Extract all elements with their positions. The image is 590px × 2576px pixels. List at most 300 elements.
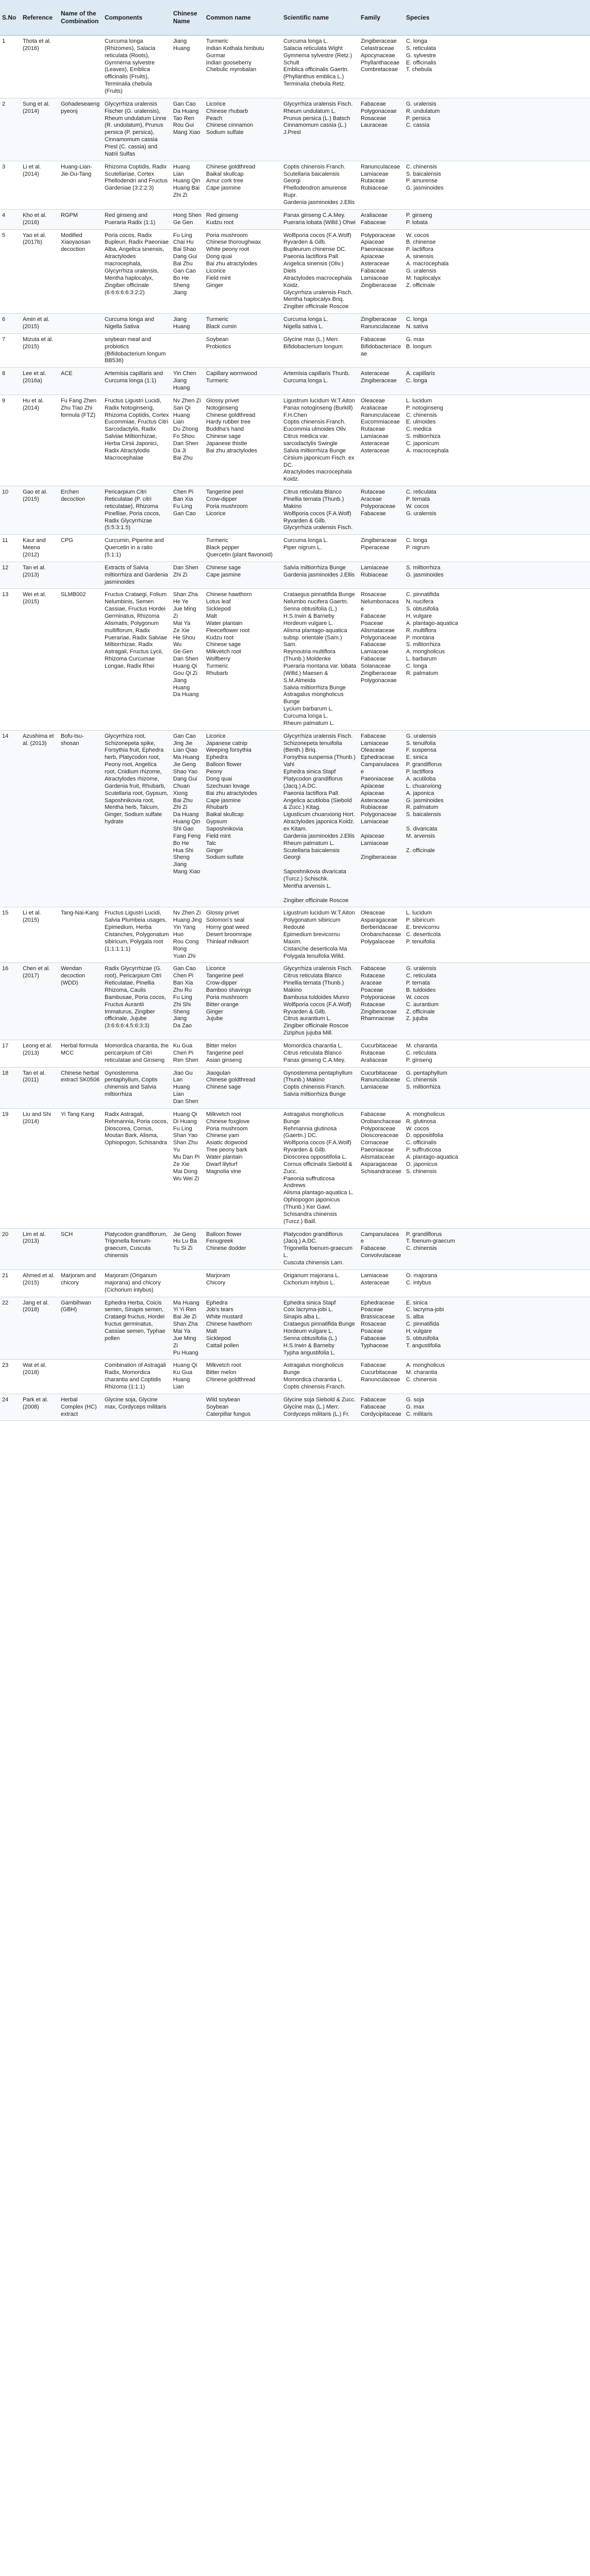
cell-extra-1	[469, 1269, 513, 1297]
cell-components: Marjoram (Origanum majorana) and chicory (Cichorium intybus)	[103, 1269, 171, 1297]
cell-family: Fabaceae Bifidobacteriaceae	[359, 333, 404, 367]
cell-species: S. miltiorrhiza G. jasminoides	[404, 562, 469, 589]
cell-chinese-name	[171, 1269, 204, 1297]
cell-sno: 24	[0, 1394, 21, 1421]
table-row	[0, 1067, 590, 1108]
cell-family: Zingiberaceae Piperaceae	[359, 535, 404, 562]
cell-reference: Ahmed et al. (2015)	[21, 1269, 59, 1297]
cell-extra-1	[469, 730, 513, 907]
cell-combination-name: SCH	[59, 1228, 103, 1269]
table-header-row	[0, 0, 590, 36]
cell-family: Zingiberaceae Ranunculaceae	[359, 314, 404, 334]
cell-family: Oleaceae Araliaceae Ranunculaceae Eucommiaceae Rutaceae Lamiaceae Asteraceae Asteraceae	[359, 395, 404, 486]
cell-extra-1	[469, 1360, 513, 1394]
cell-chinese-name: Yin Chen Jiang Huang	[171, 368, 204, 395]
cell-species: G. pentaphyllum C. chinensis S. miltiorrhiza	[404, 1067, 469, 1108]
cell-reference: Tan et al. (2013)	[21, 562, 59, 589]
cell-common-name: Capillary wormwood Turmeric	[204, 368, 281, 395]
cell-extra-2	[513, 36, 590, 98]
cell-family: Asteraceae Zingiberaceae	[359, 368, 404, 395]
cell-components: Glycyrrhiza uralensis Fischer (G. uralensis), Rheum undulatum Linne (R. undulatum), Prunus persica (P. persica), Cinnamomum cassia Presl (C. cassia) and Natrii Sulfas	[103, 98, 171, 161]
cell-species: C. pinnatifida N. nucifera S. obtusifolia H. vulgare A. plantago-aquatica R. multiflora P. montana S. miltiorrhiza A. mongholicus L. barbarum C. longa R. palmatum	[404, 589, 469, 730]
cell-chinese-name: Nv Zhen Zi San Qi Huang Lian Du Zhong Fo Shou Dan Shen Da Ji Bai Zhu	[171, 395, 204, 486]
cell-scientific-name: Ephedra sinica Stapf Coix lacryma-jobi L. Sinapis alba L. Crataegus pinnatifida Bunge Hordeum vulgare L. Senna obtusifolia (L.) H.S.Irwin & Barneby Typha angustifolia L.	[281, 1297, 359, 1360]
cell-combination-name: Bofu-tsu-shosan	[59, 730, 103, 907]
cell-extra-1	[469, 1040, 513, 1067]
cell-extra-2	[513, 161, 590, 209]
cell-components: Momordica charantia, the pericarpium of Citri reticulatae and Ginseng	[103, 1040, 171, 1067]
cell-common-name: Milkvetch root Chinese foxglove Poria mushroom Chinese yam Asiatic dogwood Tree peony bark Water plantain Dwarf lilyturf Magnolia vine	[204, 1108, 281, 1228]
cell-reference: Amin et al. (2015)	[21, 314, 59, 334]
cell-species: G. uralensis S. tenuifolia F. suspensa E. sinica P. grandiflorus P. lactiflora A. acutiloba L. chuanxiong A. japonica G. jasminoides R. palmatum S. baicalensis S. divaricata M. arvensis Z. officinale	[404, 730, 469, 907]
header-extra-2	[513, 0, 590, 36]
cell-common-name: Chinese sage Cape jasmine	[204, 562, 281, 589]
cell-combination-name: Gohadeseaengpyeonj	[59, 98, 103, 161]
cell-common-name: Soybean Probiotics	[204, 333, 281, 367]
cell-species: A. mongholicus M. charantia C. chinensis	[404, 1360, 469, 1394]
cell-extra-2	[513, 1040, 590, 1067]
cell-extra-2	[513, 1360, 590, 1394]
cell-scientific-name: Curcuma longa L. Salacia reticulata Wight Gymnema sylvestre (Retz.) Schult Emblica officinalis Gaertn. (Phyllanthus emblica L.) Terminalia chebula Retz.	[281, 36, 359, 98]
cell-combination-name: Marjoram and chicory	[59, 1269, 103, 1297]
cell-reference: Sung et al. (2014)	[21, 98, 59, 161]
header-family: Family	[359, 0, 404, 36]
cell-reference: Azushima et al. (2013)	[21, 730, 59, 907]
cell-common-name: Red ginseng Kudzu root	[204, 209, 281, 229]
cell-extra-1	[469, 161, 513, 209]
cell-family: Fabaceae Orobanchaceae Polyporaceae Dioscoreaceae Cornaceae Paeoniaceae Alismataceae Asparagaceae Schisandraceae	[359, 1108, 404, 1228]
cell-extra-1	[469, 535, 513, 562]
cell-extra-2	[513, 1394, 590, 1421]
cell-components: Curcuma longa (Rhizomes), Salacia reticulata (Roots), Gymnema sylvestre (Leaves), Emblica officinalis (Fruits), Terminalia chebula (Fruits)	[103, 36, 171, 98]
cell-common-name: Licorice Chinese rhubarb Peach Chinese cinnamon Sodium sulfate	[204, 98, 281, 161]
cell-components: Fructus Ligustri Lucidi, Radix Notoginseng, Rhizoma Coptidis, Cortex Eucommiae, Fructus Citri Sarcodactylis, Radix Salviae Miltiorrhizae, Herba Cirsii Japonici, Radix Atractylodis Macrocephalae	[103, 395, 171, 486]
cell-species: O. majorana C. intybus	[404, 1269, 469, 1297]
cell-family: Oleaceae Asparagaceae Berberidaceae Orobanchaceae Polygalaceae	[359, 907, 404, 963]
cell-family: Fabaceae Lamiaceae Oleaceae Ephedraceae Campanulaceae Paeoniaceae Apiaceae Apiaceae Asteraceae Rubiaceae Polygonaceae Lamiaceae Apiaceae Lamiaceae Zingiberaceae	[359, 730, 404, 907]
cell-family: Rutaceae Araceae Polyporaceae Fabaceae	[359, 486, 404, 535]
cell-components: Pericarpium Citri Reticulatae (P. citri reticulatae), Rhizoma Pinelliae, Poria cocos, Radix Glycyrrhizae (5:5:3:1.5)	[103, 486, 171, 535]
cell-combination-name	[59, 333, 103, 367]
cell-extra-2	[513, 333, 590, 367]
cell-extra-1	[469, 209, 513, 229]
cell-components: Radix Astragali, Rehmannia, Poria cocos, Dioscorea, Cornus, Moutan Bark, Alisma, Ophiopogon, Schisandra	[103, 1108, 171, 1228]
cell-sno: 23	[0, 1360, 21, 1394]
cell-sno: 17	[0, 1040, 21, 1067]
cell-common-name: Glossy privet Solomon's seal Horny goat weed Desert broomrape Thinleaf milkwort	[204, 907, 281, 963]
cell-extra-2	[513, 368, 590, 395]
table-row	[0, 730, 590, 907]
cell-common-name: Wild soybean Soybean Caterpillar fungus	[204, 1394, 281, 1421]
cell-sno: 8	[0, 368, 21, 395]
cell-chinese-name: Gan Cao Chen Pi Ban Xia Zhu Ru Fu Ling Zhi Shi Sheng Jiang Da Zao	[171, 963, 204, 1040]
cell-extra-2	[513, 229, 590, 313]
cell-extra-2	[513, 486, 590, 535]
cell-sno: 16	[0, 963, 21, 1040]
cell-scientific-name: Panax ginseng C.A.Mey. Pueraria lobata (Willd.) Ohwi	[281, 209, 359, 229]
cell-sno: 14	[0, 730, 21, 907]
cell-reference: Wei et al. (2015)	[21, 589, 59, 730]
cell-combination-name: Erchen decoction	[59, 486, 103, 535]
cell-family: Cucurbitaceae Ranunculaceae Lamiaceae	[359, 1067, 404, 1108]
cell-reference: Li et al. (2014)	[21, 161, 59, 209]
cell-family: Ranunculaceae Lamiaceae Rutaceae Rubiaceae	[359, 161, 404, 209]
cell-species: G. max B. longum	[404, 333, 469, 367]
cell-extra-2	[513, 1108, 590, 1228]
header-species: Species	[404, 0, 469, 36]
cell-extra-1	[469, 36, 513, 98]
cell-combination-name: Huang-Lian-Jie-Du-Tang	[59, 161, 103, 209]
cell-reference: Lim et al. (2013)	[21, 1228, 59, 1269]
cell-common-name: Balloon flower Fenugreek Chinese dodder	[204, 1228, 281, 1269]
cell-combination-name: SLMB002	[59, 589, 103, 730]
cell-reference: Wat et al. (2018)	[21, 1360, 59, 1394]
cell-combination-name: Herbal formula MCC	[59, 1040, 103, 1067]
table-row	[0, 589, 590, 730]
cell-extra-2	[513, 1067, 590, 1108]
cell-extra-2	[513, 907, 590, 963]
cell-species: E. sinica C. lacryma-jobi S. alba C. pinnatifida H. vulgare S. obtusifolia T. angustifolia	[404, 1297, 469, 1360]
cell-chinese-name	[171, 333, 204, 367]
cell-sno: 20	[0, 1228, 21, 1269]
cell-species: G. uralensis C. reticulata P. ternata B. tuldoides W. cocos C. aurantium Z. officinale Z. jujuba	[404, 963, 469, 1040]
cell-combination-name: Yi Tang Kang	[59, 1108, 103, 1228]
cell-species: P. ginseng P. lobata	[404, 209, 469, 229]
cell-combination-name: RGPM	[59, 209, 103, 229]
header-reference: Reference	[21, 0, 59, 36]
cell-reference: Tan et al. (2011)	[21, 1067, 59, 1108]
cell-sno: 1	[0, 36, 21, 98]
cell-chinese-name: Nv Zhen Zi Huang Jing Yin Yang Huo Rou Cong Rong Yuan Zhi	[171, 907, 204, 963]
cell-extra-1	[469, 395, 513, 486]
cell-chinese-name: Huang Qi Di Huang Fu Ling Shan Yao Shan Zhu Yu Mu Dan Pi Ze Xie Mai Dong Wu Wei Zi	[171, 1108, 204, 1228]
cell-common-name: Chinese goldthread Baikal skullcap Amur cork tree Cape jasmine	[204, 161, 281, 209]
cell-scientific-name: Origanum majorana L. Cichorium intybus L.	[281, 1269, 359, 1297]
cell-extra-1	[469, 589, 513, 730]
cell-components: Fructus Crataegi, Folium Nelumbinis, Semen Cassiae, Fructus Hordei Germinatus, Rhizoma Alismatis, Polygonum multiflorum, Radix Puerariae, Radix Salviae Miltiorrhizae, Radix Astragali, Fructus Lycii, Rhizoma Curcumae Longae, Radix Rhei	[103, 589, 171, 730]
cell-chinese-name: Huang Lian Huang Qin Huang Bai Zhi Zi	[171, 161, 204, 209]
cell-chinese-name: Dan Shen Zhi Zi	[171, 562, 204, 589]
cell-components: Red ginseng and Pueraria Radix (1:1)	[103, 209, 171, 229]
cell-combination-name: Chinese herbal extract SK0506	[59, 1067, 103, 1108]
cell-extra-1	[469, 486, 513, 535]
cell-extra-1	[469, 314, 513, 334]
cell-components: Platycodon grandiflorum, Trigonella foenum-graecum, Cuscuta chinensis	[103, 1228, 171, 1269]
table-row	[0, 161, 590, 209]
cell-family: Fabaceae Rutaceae Araceae Poaceae Polyporaceae Rutaceae Zingiberaceae Rhamnaceae	[359, 963, 404, 1040]
cell-chinese-name	[171, 1394, 204, 1421]
cell-common-name: Milkvetch root Bitter melon Chinese goldthread	[204, 1360, 281, 1394]
cell-family: Ephedraceae Poaceae Brassicaceae Rosaceae Poaceae Fabaceae Typhaceae	[359, 1297, 404, 1360]
cell-chinese-name: Gan Cao Jing Jie Lian Qiao Ma Huang Jie Geng Shao Yao Dang Gui Chuan Xiong Bai Zhu Zhi Zi Da Huang Huang Qin Shi Gao Fang Feng Bo He Hua Shi Sheng Jiang Mang Xiao	[171, 730, 204, 907]
cell-combination-name: Gambihwan (GBH)	[59, 1297, 103, 1360]
cell-combination-name: Modified Xiaoyaosan decoction	[59, 229, 103, 313]
cell-sno: 4	[0, 209, 21, 229]
table-row	[0, 314, 590, 334]
table-row	[0, 229, 590, 313]
cell-combination-name	[59, 36, 103, 98]
cell-extra-1	[469, 562, 513, 589]
cell-sno: 12	[0, 562, 21, 589]
header-extra-1	[469, 0, 513, 36]
cell-components: Combination of Astragali Radix, Momordica charantia and Coptidis Rhizoma (1:1:1)	[103, 1360, 171, 1394]
cell-extra-1	[469, 1394, 513, 1421]
cell-scientific-name: Salvia miltiorrhiza Bunge Gardenia jasminoides J.Ellis	[281, 562, 359, 589]
cell-reference: Park et al. (2008)	[21, 1394, 59, 1421]
cell-scientific-name: Ligustrum lucidum W.T.Aiton Panax notoginseng (Burkill) F.H.Chen Coptis chinensis Franch. Eucommia ulmoides Oliv. Citrus medica var. sarcodactylis Swingle Salvia miltiorrhiza Bunge Cirsium japonicum Fisch. ex DC. Atractylodes macrocephala Koidz.	[281, 395, 359, 486]
cell-sno: 9	[0, 395, 21, 486]
cell-extra-1	[469, 368, 513, 395]
table-row	[0, 486, 590, 535]
cell-extra-2	[513, 963, 590, 1040]
cell-reference: Jang et al. (2018)	[21, 1297, 59, 1360]
cell-components: Gynostemma pentaphyllum, Coptis chinensis and Salvia miltiorrhiza	[103, 1067, 171, 1108]
cell-family: Polyporaceae Apiaceae Paeoniaceae Apiaceae Asteraceae Fabaceae Lamiaceae Zingiberaceae	[359, 229, 404, 313]
cell-chinese-name: Huang Qi Ku Gua Huang Lian	[171, 1360, 204, 1394]
cell-family: Campanulaceae Fabaceae Convolvulaceae	[359, 1228, 404, 1269]
cell-species: C. reticulata P. ternata W. cocos G. uralensis	[404, 486, 469, 535]
cell-species: C. longa S. reticulata G. sylvestre E. officinalis T. chebula	[404, 36, 469, 98]
cell-sno: 11	[0, 535, 21, 562]
cell-species: C. longa P. nigrum	[404, 535, 469, 562]
cell-components: Artemisia capillaris and Curcuma longa (1:1)	[103, 368, 171, 395]
cell-scientific-name: Momordica charantia L. Citrus reticulata Blanco Panax ginseng C.A.Mey.	[281, 1040, 359, 1067]
table-row	[0, 562, 590, 589]
cell-extra-2	[513, 209, 590, 229]
cell-family: Lamiaceae Rubiaceae	[359, 562, 404, 589]
cell-sno: 19	[0, 1108, 21, 1228]
table-row	[0, 1108, 590, 1228]
cell-reference: Hu et al. (2014)	[21, 395, 59, 486]
table-row	[0, 333, 590, 367]
cell-chinese-name: Ku Gua Chen Pi Ren Shen	[171, 1040, 204, 1067]
table-row	[0, 98, 590, 161]
cell-common-name: Marjoram Chicory	[204, 1269, 281, 1297]
cell-family: Fabaceae Cucurbitaceae Ranunculaceae	[359, 1360, 404, 1394]
cell-chinese-name: Jiang Huang	[171, 314, 204, 334]
table-row	[0, 1394, 590, 1421]
cell-common-name: Bitter melon Tangerine peel Asian ginseng	[204, 1040, 281, 1067]
cell-species: P. grandiflorus T. foenum-graecum C. chinensis	[404, 1228, 469, 1269]
cell-reference: Kho et al. (2016)	[21, 209, 59, 229]
cell-common-name: Chinese hawthorn Lotus leaf Sicklepod Malt Water plantain Fleeceflower root Kudzu root Chinese sage Milkvetch root Wolfberry Turmeric Rhubarb	[204, 589, 281, 730]
cell-extra-2	[513, 1297, 590, 1360]
header-combination-name: Name of the Combination	[59, 0, 103, 36]
cell-scientific-name: Astragalus mongholicus Bunge Momordica charantia L. Coptis chinensis Franch.	[281, 1360, 359, 1394]
cell-species: L. lucidum P. sibiricum E. brevicornu C. deserticola P. tenuifolia	[404, 907, 469, 963]
cell-reference: Li et al. (2015)	[21, 907, 59, 963]
cell-extra-2	[513, 98, 590, 161]
table-row	[0, 963, 590, 1040]
cell-species: L. lucidum P. notoginseng C. chinensis E. ulmoides C. medica S. miltiorrhiza C. japonicum A. macrocephala	[404, 395, 469, 486]
cell-family: Cucurbitaceae Rutaceae Araliaceae	[359, 1040, 404, 1067]
cell-species: C. longa N. sativa	[404, 314, 469, 334]
cell-components: Glycyrrhiza root, Schizonepeta spike, Forsythia fruit, Ephedra herb, Platycodon root, Peony root, Angelica root, Cnidium rhizome, Atractylodes rhizome, Gardenia fruit, Rhubarb, Scutellaria root, Gypsum, Saposhnikovia root, Mentha herb, Talcum, Ginger, Sodium sulfate hydrate	[103, 730, 171, 907]
table-row	[0, 36, 590, 98]
cell-scientific-name: Astragalus mongholicus Bunge Rehmannia glutinosa (Gaertn.) DC. Wolfiporia cocos (F.A.Wolf) Ryvarden & Gilb. Dioscorea oppositifolia L. Cornus officinalis Siebold & Zucc. Paeonia suffruticosa Andrews Alisma plantago-aquatica L. Ophiopogon japonicus (Thunb.) Ker Gawl. Schisandra chinensis (Turcz.) Baill.	[281, 1108, 359, 1228]
cell-extra-2	[513, 589, 590, 730]
cell-chinese-name	[171, 535, 204, 562]
cell-combination-name: Wendan decoction (WDD)	[59, 963, 103, 1040]
cell-extra-2	[513, 535, 590, 562]
cell-scientific-name: Glycine soja Siebold & Zucc. Glycine max (L.) Merr. Cordyceps militaris (L.) Fr.	[281, 1394, 359, 1421]
cell-scientific-name: Coptis chinensis Franch. Scutellaria baicalensis Georgi Phellodendron amurense Rupr. Gardenia jasminoides J.Ellis	[281, 161, 359, 209]
cell-combination-name: ACE	[59, 368, 103, 395]
cell-scientific-name: Wolfiporia cocos (F.A.Wolf) Ryvarden & Gilb. Bupleurum chinense DC. Paeonia lactiflora Pall. Angelica sinensis (Oliv.) Diels Atractylodes macrocephala Koidz. Glycyrrhiza uralensis Fisch. Mentha haplocalyx Briq. Zingiber officinale Roscoe	[281, 229, 359, 313]
cell-components: Radix Glycyrrhizae (G. root), Pericarpium Citri Reticulatae, Pinellia Rhizoma, Caulis Bambusae, Poria cocos, Fructus Aurantii Immaturus, Zingiber officinale, Jujube (3:6:6:6:4.5:6:3:3)	[103, 963, 171, 1040]
cell-combination-name: Fu Fang Zhen Zhu Tiao Zhi formula (FTZ)	[59, 395, 103, 486]
cell-reference: Lee et al. (2016a)	[21, 368, 59, 395]
cell-extra-1	[469, 1067, 513, 1108]
cell-components: Fructus Ligustri Lucidi, Salvia Plumbeia usages, Epimedium, Herba Cistanches, Polygonatum sibiricum, Polygala root (1:1:1:1:1)	[103, 907, 171, 963]
cell-extra-2	[513, 1269, 590, 1297]
cell-extra-1	[469, 1297, 513, 1360]
cell-components: Extracts of Salvia miltiorrhiza and Gardenia jasminoides	[103, 562, 171, 589]
cell-extra-1	[469, 98, 513, 161]
cell-chinese-name: Jie Geng Hu Lu Ba Tu Si Zi	[171, 1228, 204, 1269]
cell-species: C. chinensis S. baicalensis P. amurense G. jasminoides	[404, 161, 469, 209]
cell-scientific-name: Gynostemma pentaphyllum (Thunb.) Makino Coptis chinensis Franch. Salvia miltiorrhiza Bunge	[281, 1067, 359, 1108]
cell-sno: 3	[0, 161, 21, 209]
cell-combination-name	[59, 562, 103, 589]
cell-reference: Yao et al. (2017b)	[21, 229, 59, 313]
cell-chinese-name: Jiang Huang	[171, 36, 204, 98]
cell-extra-2	[513, 730, 590, 907]
cell-scientific-name: Glycyrrhiza uralensis Fisch. Schizonepeta tenuifolia (Benth.) Briq. Forsythia suspensa (Thunb.) Vahl Ephedra sinica Stapf Platycodon grandiflorus (Jacq.) A.DC. Paeonia lactiflora Pall. Angelica acutiloba (Siebold & Zucc.) Kitag. Ligusticum chuanxiong Hort. Atractylodes japonica Koidz. ex Kitam. Gardenia jasminoides J.Ellis Rheum palmatum L. Scutellaria baicalensis Georgi Saposhnikovia divaricata (Turcz.) Schischk. Mentha arvensis L. Zingiber officinale Roscoe	[281, 730, 359, 907]
cell-chinese-name: Shan Zha He Ye Jue Ming Zi Mai Ya Ze Xie He Shou Wu Ge Gen Dan Shen Huang Qi Gou Qi Zi Jiang Huang Da Huang	[171, 589, 204, 730]
cell-sno: 21	[0, 1269, 21, 1297]
cell-common-name: Jiaogulan Chinese goldthread Chinese sage	[204, 1067, 281, 1108]
cell-combination-name: Tang-Nai-Kang	[59, 907, 103, 963]
cell-sno: 10	[0, 486, 21, 535]
cell-common-name: Turmeric Indian Kothala himbutu Gurmar Indian gooseberry Chebulic myrobalan	[204, 36, 281, 98]
cell-common-name: Ephedra Job's tears White mustard Chinese hawthorn Malt Sicklepod Cattail pollen	[204, 1297, 281, 1360]
table-row	[0, 1228, 590, 1269]
cell-components: Curcumin, Piperine and Quercetin in a ratio (5:1:1)	[103, 535, 171, 562]
cell-common-name: Glossy privet Notoginseng Chinese goldthread Hardy rubber tree Buddha's hand Chinese sage Japanese thistle Bai zhu atractylodes	[204, 395, 281, 486]
table-row	[0, 907, 590, 963]
cell-chinese-name: Hong Shen Ge Gen	[171, 209, 204, 229]
header-chinese-name: Chinese Name	[171, 0, 204, 36]
cell-species: G. soja G. max C. militaris	[404, 1394, 469, 1421]
cell-components: Curcuma longa and Nigella Sativa	[103, 314, 171, 334]
cell-chinese-name: Fu Ling Chai Hu Bai Shao Dang Gui Bai Zhu Gan Cao Bo He Sheng Jiang	[171, 229, 204, 313]
cell-species: M. charantia C. reticulata P. ginseng	[404, 1040, 469, 1067]
table-row	[0, 535, 590, 562]
cell-sno: 5	[0, 229, 21, 313]
table-row	[0, 209, 590, 229]
cell-extra-2	[513, 314, 590, 334]
cell-sno: 6	[0, 314, 21, 334]
cell-chinese-name: Chen Pi Ban Xia Fu Ling Gan Cao	[171, 486, 204, 535]
cell-species: A. capillaris C. longa	[404, 368, 469, 395]
header-sno: S.No	[0, 0, 21, 36]
cell-species: W. cocos B. chinense P. lactiflora A. sinensis A. macrocephala G. uralensis M. haplocalyx Z. officinale	[404, 229, 469, 313]
cell-combination-name	[59, 1360, 103, 1394]
cell-combination-name: CPG	[59, 535, 103, 562]
cell-components: soybean meal and probiotics (Bifidobacterium longum BB536)	[103, 333, 171, 367]
cell-extra-1	[469, 907, 513, 963]
cell-extra-1	[469, 963, 513, 1040]
cell-scientific-name: Glycyrrhiza uralensis Fisch. Rheum undulatum L. Prunus persica (L.) Batsch Cinnamomum cassia (L.) J.Presl	[281, 98, 359, 161]
cell-species: A. mongholicus R. glutinosa W. cocos D. oppositifolia C. officinalis P. suffruticosa A. plantago-aquatica O. japonicus S. chinensis	[404, 1108, 469, 1228]
table-row	[0, 368, 590, 395]
table-row	[0, 1040, 590, 1067]
cell-extra-2	[513, 395, 590, 486]
cell-family: Zingiberaceae Celastraceae Apocynaceae Phyllanthaceae Combretaceae	[359, 36, 404, 98]
header-scientific-name: Scientific name	[281, 0, 359, 36]
cell-chinese-name: Gan Cao Da Huang Tao Ren Rou Gui Mang Xiao	[171, 98, 204, 161]
cell-common-name: Licorice Tangerine peel Crow-dipper Bamboo shavings Poria mushroom Bitter orange Ginger Jujube	[204, 963, 281, 1040]
cell-scientific-name: Glycine max (L.) Merr. Bifidobacterium longum	[281, 333, 359, 367]
cell-extra-1	[469, 1228, 513, 1269]
table-body	[0, 36, 590, 1421]
cell-scientific-name: Citrus reticulata Blanco Pinellia ternata (Thunb.) Makino Wolfiporia cocos (F.A.Wolf) Ryvarden & Gilb. Glycyrrhiza uralensis Fisch.	[281, 486, 359, 535]
cell-combination-name	[59, 314, 103, 334]
cell-extra-2	[513, 1228, 590, 1269]
cell-scientific-name: Glycyrrhiza uralensis Fisch. Citrus reticulata Blanco Pinellia ternata (Thunb.) Makino Bambusa tuldoides Munro Wolfiporia cocos (F.A.Wolf) Ryvarden & Gilb. Citrus aurantium L. Zingiber officinale Roscoe Ziziphus jujuba Mill.	[281, 963, 359, 1040]
cell-common-name: Tangerine peel Crow-dipper Poria mushroom Licorice	[204, 486, 281, 535]
cell-sno: 13	[0, 589, 21, 730]
cell-sno: 2	[0, 98, 21, 161]
cell-extra-1	[469, 333, 513, 367]
cell-sno: 7	[0, 333, 21, 367]
cell-common-name: Turmeric Black pepper Quercetin (plant flavonoid)	[204, 535, 281, 562]
table-row	[0, 1360, 590, 1394]
cell-reference: Liu and Shi (2014)	[21, 1108, 59, 1228]
cell-components: Glycine soja, Glycine max, Cordyceps militaris	[103, 1394, 171, 1421]
cell-scientific-name: Curcuma longa L. Nigella sativa L.	[281, 314, 359, 334]
cell-components: Poria cocos, Radix Bupleuri, Radix Paeoniae Alba, Angelica sinensis, Atractylodes macrocephala, Glycyrrhiza uralensis, Mentha haplocalyx, Zingiber officinale (6:6:6:6:6:3:2:2)	[103, 229, 171, 313]
cell-family: Fabaceae Polygonaceae Rosaceae Lauraceae	[359, 98, 404, 161]
header-components: Components	[103, 0, 171, 36]
cell-reference: Chen et al. (2017)	[21, 963, 59, 1040]
cell-sno: 15	[0, 907, 21, 963]
header-common-name: Common name	[204, 0, 281, 36]
cell-scientific-name: Artemisia capillaris Thunb. Curcuma longa L.	[281, 368, 359, 395]
cell-scientific-name: Platycodon grandiflorus (Jacq.) A.DC. Trigonella foenum-graecum L. Cuscuta chinensis Lam.	[281, 1228, 359, 1269]
cell-reference: Thota et al. (2016)	[21, 36, 59, 98]
cell-common-name: Turmeric Black cumin	[204, 314, 281, 334]
cell-reference: Kaur and Meena (2012)	[21, 535, 59, 562]
cell-reference: Gao et al. (2015)	[21, 486, 59, 535]
cell-sno: 18	[0, 1067, 21, 1108]
cell-chinese-name: Ma Huang Yi Yi Ren Bai Jie Zi Shan Zha Mai Ya Jue Ming Zi Pu Huang	[171, 1297, 204, 1360]
cell-common-name: Licorice Japanese catnip Weeping forsythia Ephedra Balloon flower Peony Dong quai Szechuan lovage Bai zhu atractylodes Cape jasmine Rhubarb Baikal skullcap Gypsum Saposhnikovia Field mint Talc Ginger Sodium sulfate	[204, 730, 281, 907]
cell-scientific-name: Curcuma longa L. Piper nigrum L.	[281, 535, 359, 562]
cell-family: Rosaceae Nelumbonaceae Fabaceae Poaceae Alismataceae Polygonaceae Fabaceae Lamiaceae Fabaceae Solanaceae Zingiberaceae Polygonaceae	[359, 589, 404, 730]
cell-components: Rhizoma Coptidis, Radix Scutellariae, Cortex Phellodendri and Fructus Gardeniae (3:2:2:3)	[103, 161, 171, 209]
table-row	[0, 1269, 590, 1297]
cell-extra-1	[469, 1108, 513, 1228]
cell-species: G. uralensis R. undulatum P. persica C. cassia	[404, 98, 469, 161]
cell-chinese-name: Jiao Gu Lan Huang Lian Dan Shen	[171, 1067, 204, 1108]
cell-reference: Leong et al. (2013)	[21, 1040, 59, 1067]
table-row	[0, 395, 590, 486]
table-row	[0, 1297, 590, 1360]
cell-reference: Mizuta et al. (2015)	[21, 333, 59, 367]
cell-components: Ephedra Herba, Coicis semen, Sinapis semen, Crataegi fructus, Hordei fructus germinatus, Cassiae semen, Typhae pollen	[103, 1297, 171, 1360]
cell-common-name: Poria mushroom Chinese thoroughwax White peony root Dong quai Bai zhu atractylodes Licorice Field mint Ginger	[204, 229, 281, 313]
cell-scientific-name: Crataegus pinnatifida Bunge Nelumbo nucifera Gaertn. Senna obtusifolia (L.) H.S.Irwin & Barneby Hordeum vulgare L. Alisma plantago-aquatica subsp. orientale (Sam.) Sam. Reynoutria multiflora (Thunb.) Moldenke Pueraria montana var. lobata (Willd.) Maesen & S.M.Almeida Salvia miltiorrhiza Bunge Astragalus mongholicus Bunge Lycium barbarum L. Curcuma longa L. Rheum palmatum L.	[281, 589, 359, 730]
cell-extra-2	[513, 562, 590, 589]
cell-combination-name: Herbal Complex (HC) extract	[59, 1394, 103, 1421]
cell-extra-1	[469, 229, 513, 313]
cell-scientific-name: Ligustrum lucidum W.T.Aiton Polygonatum sibiricum Redouté Epimedium brevicornu Maxim. Cistanche deserticola Ma Polygala tenuifolia Willd.	[281, 907, 359, 963]
cell-family: Lamiaceae Asteraceae	[359, 1269, 404, 1297]
cell-family: Araliaceae Fabaceae	[359, 209, 404, 229]
cell-family: Fabaceae Fabaceae Cordycipitaceae	[359, 1394, 404, 1421]
